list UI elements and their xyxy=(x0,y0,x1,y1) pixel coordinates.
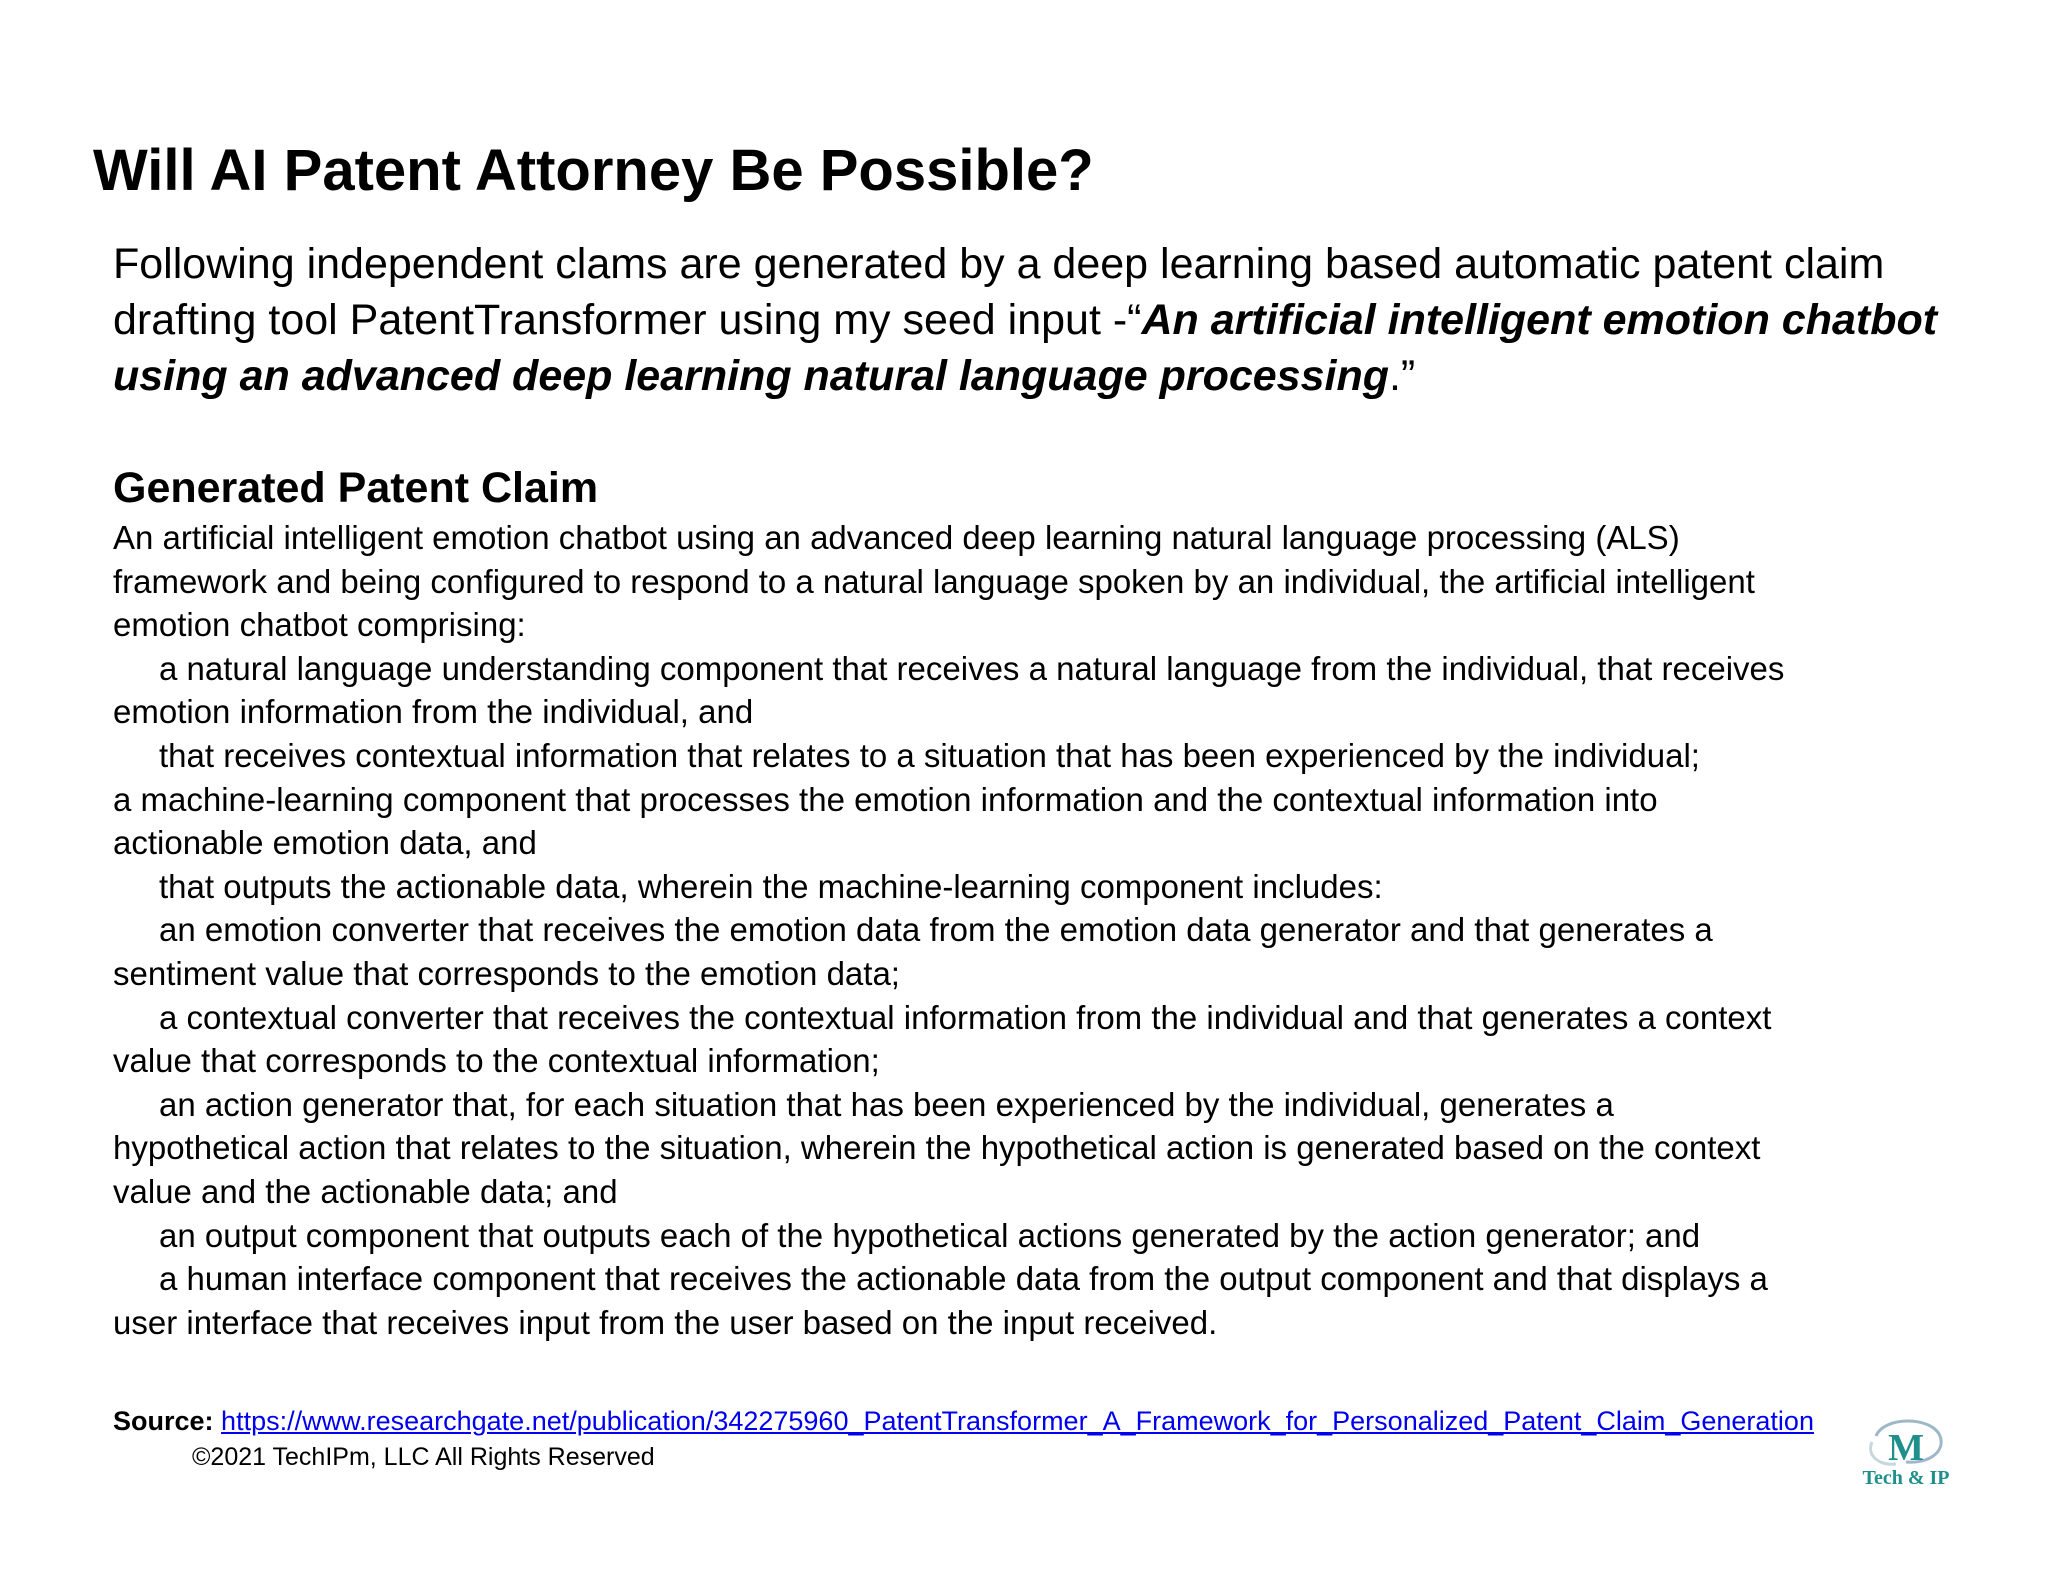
claim-line: a human interface component that receives the actionable data from the output component and that displays a xyxy=(159,1260,1768,1298)
claim-line: hypothetical action that relates to the situation, wherein the hypothetical action is generated based on the context xyxy=(113,1129,1761,1167)
claim-line: a contextual converter that receives the contextual information from the individual and that generates a context xyxy=(159,998,1772,1036)
seed-input-text: An artificial intelligent emotion chatbot using an advanced deep learning natural language processing xyxy=(113,296,1938,400)
claim-line: an output component that outputs each of the hypothetical actions generated by the action generator; and xyxy=(159,1216,1701,1254)
claim-line: framework and being configured to respond to a natural language spoken by an individual, the artificial intelligent xyxy=(113,562,1755,600)
claim-body xyxy=(113,516,1784,1344)
claim-line: An artificial intelligent emotion chatbot using an advanced deep learning natural language processing (ALS) xyxy=(113,519,1680,556)
claim-line: a machine-learning component that processes the emotion information and the contextual information into xyxy=(113,780,1658,818)
source-link[interactable]: https://www.researchgate.net/publication/342275960_PatentTransformer_A_Framework_for_Personalized_Patent_Claim_Generation xyxy=(221,1406,1814,1436)
claim-line: that receives contextual information that relates to a situation that has been experienced by the individual; xyxy=(159,736,1700,774)
claim-line: an action generator that, for each situation that has been experienced by the individual, generates a xyxy=(159,1085,1614,1123)
claim-line: sentiment value that corresponds to the emotion data; xyxy=(113,954,900,992)
logo-letter: M xyxy=(1888,1427,1924,1469)
source-label: Source: xyxy=(113,1406,214,1436)
copyright-notice: ©2021 TechIPm, LLC All Rights Reserved xyxy=(192,1443,655,1471)
intro-paragraph xyxy=(113,236,1993,404)
claim-line: emotion chatbot comprising: xyxy=(113,606,526,644)
claim-line: value and the actionable data; and xyxy=(113,1172,618,1210)
logo-caption: Tech & IP xyxy=(1862,1467,1950,1488)
intro-text: Following independent clams are generated by a deep learning based automatic patent claim drafting tool PatentTransformer using my seed input -“ xyxy=(113,240,1885,344)
claim-line: emotion information from the individual, and xyxy=(113,693,754,731)
claim-line: that outputs the actionable data, wherein the machine-learning component includes: xyxy=(159,867,1383,905)
intro-end: .” xyxy=(1388,352,1416,400)
claim-line: a natural language understanding component that receives a natural language from the individual, that receives xyxy=(159,649,1785,687)
slide-title: Will AI Patent Attorney Be Possible? xyxy=(93,138,1094,203)
claim-line: an emotion converter that receives the emotion data from the emotion data generator and that generates a xyxy=(159,911,1713,949)
claim-line: value that corresponds to the contextual information; xyxy=(113,1042,880,1080)
claim-line: user interface that receives input from the user based on the input received. xyxy=(113,1303,1218,1341)
claim-heading: Generated Patent Claim xyxy=(113,464,599,512)
techip-logo xyxy=(1836,1412,1966,1488)
claim-line: actionable emotion data, and xyxy=(113,824,537,862)
source-citation xyxy=(113,1404,1814,1438)
